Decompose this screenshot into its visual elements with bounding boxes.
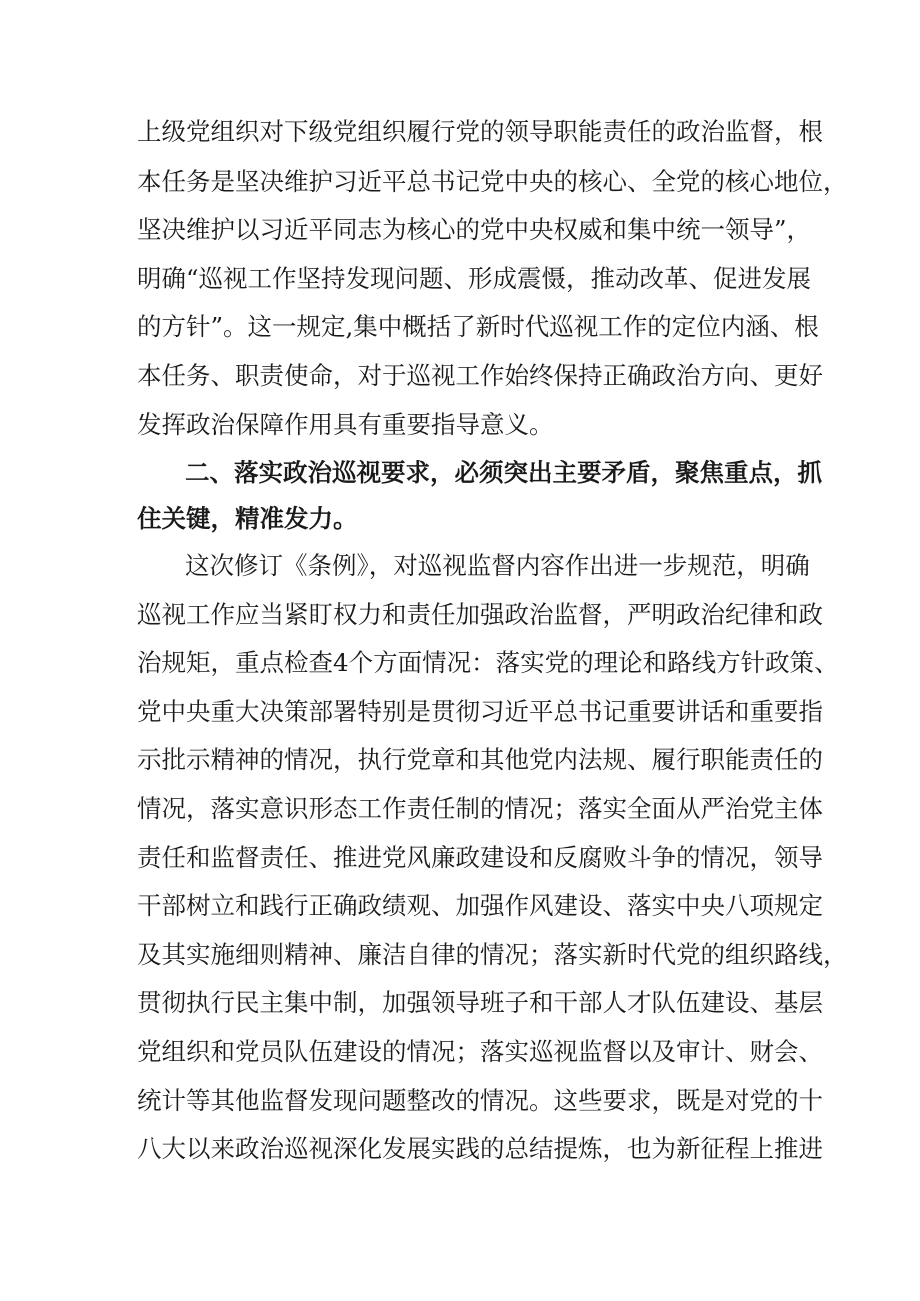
paragraph-line: 及其实施细则精神、廉洁自律的情况；落实新时代党的组织路线， (137, 940, 848, 969)
paragraph-line: 坚决维护以习近平同志为核心的党中央权威和集中统一领导”， (137, 215, 812, 244)
paragraph-line: 干部树立和践行正确政绩观、加强作风建设、落实中央八项规定 (137, 891, 823, 920)
paragraph-line: 这次修订《条例》，对巡视监督内容作出进一步规范，明确 (185, 551, 810, 580)
paragraph-line: 八大以来政治巡视深化发展实践的总结提炼，也为新征程上推进 (137, 1134, 823, 1163)
paragraph-line: 发挥政治保障作用具有重要指导意义。 (137, 410, 554, 439)
paragraph-line: 党组织和党员队伍建设的情况；落实巡视监督以及审计、财会、 (137, 1037, 823, 1066)
paragraph-line: 统计等其他监督发现问题整改的情况。这些要求，既是对党的十 (137, 1086, 823, 1115)
paragraph-line: 责任和监督责任、推进党风廉政建设和反腐败斗争的情况，领导 (137, 843, 823, 872)
paragraph-line: 党中央重大决策部署特别是贯彻习近平总书记重要讲话和重要指 (137, 697, 823, 726)
paragraph-line: 贯彻执行民主集中制，加强领导班子和干部人才队伍建设、基层 (137, 988, 823, 1017)
heading-line: 二、落实政治巡视要求，必须突出主要矛盾，聚焦重点，抓 (185, 458, 822, 487)
paragraph-line: 的方针”。这一规定,集中概括了新时代巡视工作的定位内涵、根 (137, 312, 819, 341)
paragraph-line: 明确“巡视工作坚持发现问题、形成震慑，推动改革、促进发展 (137, 264, 812, 293)
paragraph-line: 情况，落实意识形态工作责任制的情况；落实全面从严治党主体 (137, 794, 823, 823)
paragraph-line: 上级党组织对下级党组织履行党的领导职能责任的政治监督，根 (137, 117, 823, 146)
paragraph-line: 本任务、职责使命，对于巡视工作始终保持正确政治方向、更好 (137, 361, 823, 390)
heading-line: 住关键，精准发力。 (137, 504, 358, 533)
paragraph-line: 本任务是坚决维护习近平总书记党中央的核心、全党的核心地位， (137, 167, 848, 196)
paragraph-line: 治规矩，重点检查4个方面情况：落实党的理论和路线方针政策、 (137, 648, 839, 677)
paragraph-line: 巡视工作应当紧盯权力和责任加强政治监督，严明政治纪律和政 (137, 600, 823, 629)
paragraph-line: 示批示精神的情况，执行党章和其他党内法规、履行职能责任的 (137, 745, 823, 774)
